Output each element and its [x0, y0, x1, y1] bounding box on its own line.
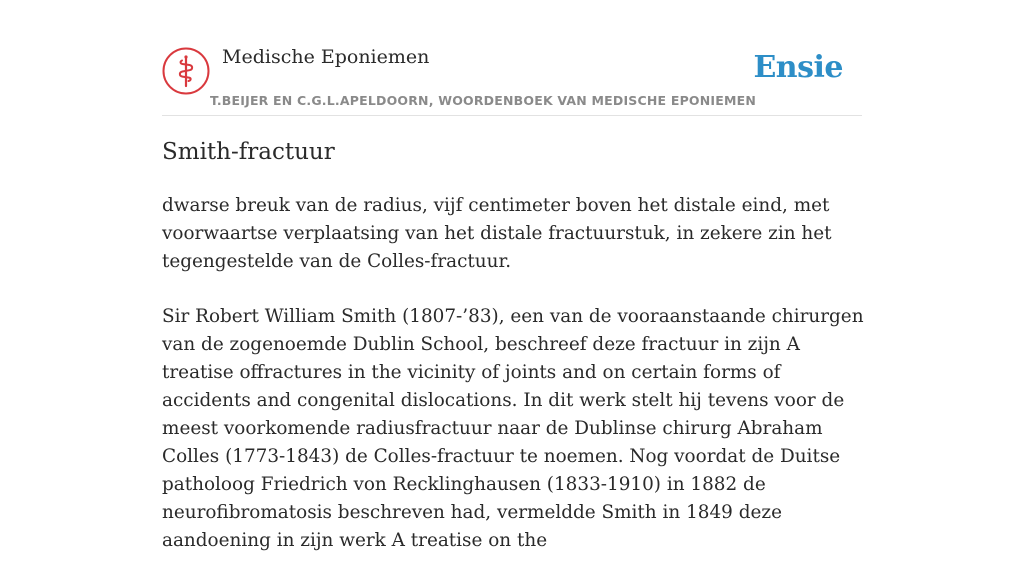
header-divider [162, 115, 862, 116]
entry-title: Smith-fractuur [162, 139, 335, 165]
ensie-logo[interactable]: Ensie [753, 50, 843, 85]
caduceus-icon[interactable] [162, 47, 210, 95]
definition-paragraph: dwarse breuk van de radius, vijf centimeter boven het distale eind, met voorwaartse verplaatsing van het distale fractuurstuk, in zekere zin het tegengestelde van de Colles-fractuur. [162, 195, 832, 272]
dictionary-source: T.BEIJER EN C.G.L.APELDOORN, WOORDENBOEK VAN MEDISCHE EPONIEMEN [210, 93, 757, 108]
dictionary-title[interactable]: Medische Eponiemen [222, 46, 430, 68]
history-paragraph: Sir Robert William Smith (1807-’83), een van de vooraanstaande chirurgen van de zogenoemde Dublin School, beschreef deze fractuur in zijn A treatise offractures in the vicinity of joints and on certain forms of accidents and congenital dislocations. In dit werk stelt hij tevens voor de meest voorkomende radiusfractuur naar de Dublinse chirurg Abraham Colles (1773-1843) de Colles-fractuur te noemen. Nog voordat de Duitse patholoog Friedrich von Recklinghausen (1833-1910) in 1882 de neurofibromatosis beschreven had, vermeldde Smith in 1849 deze aandoening in zijn werk A treatise on the [162, 306, 864, 551]
entry-body [162, 192, 866, 582]
dictionary-header [162, 44, 862, 116]
